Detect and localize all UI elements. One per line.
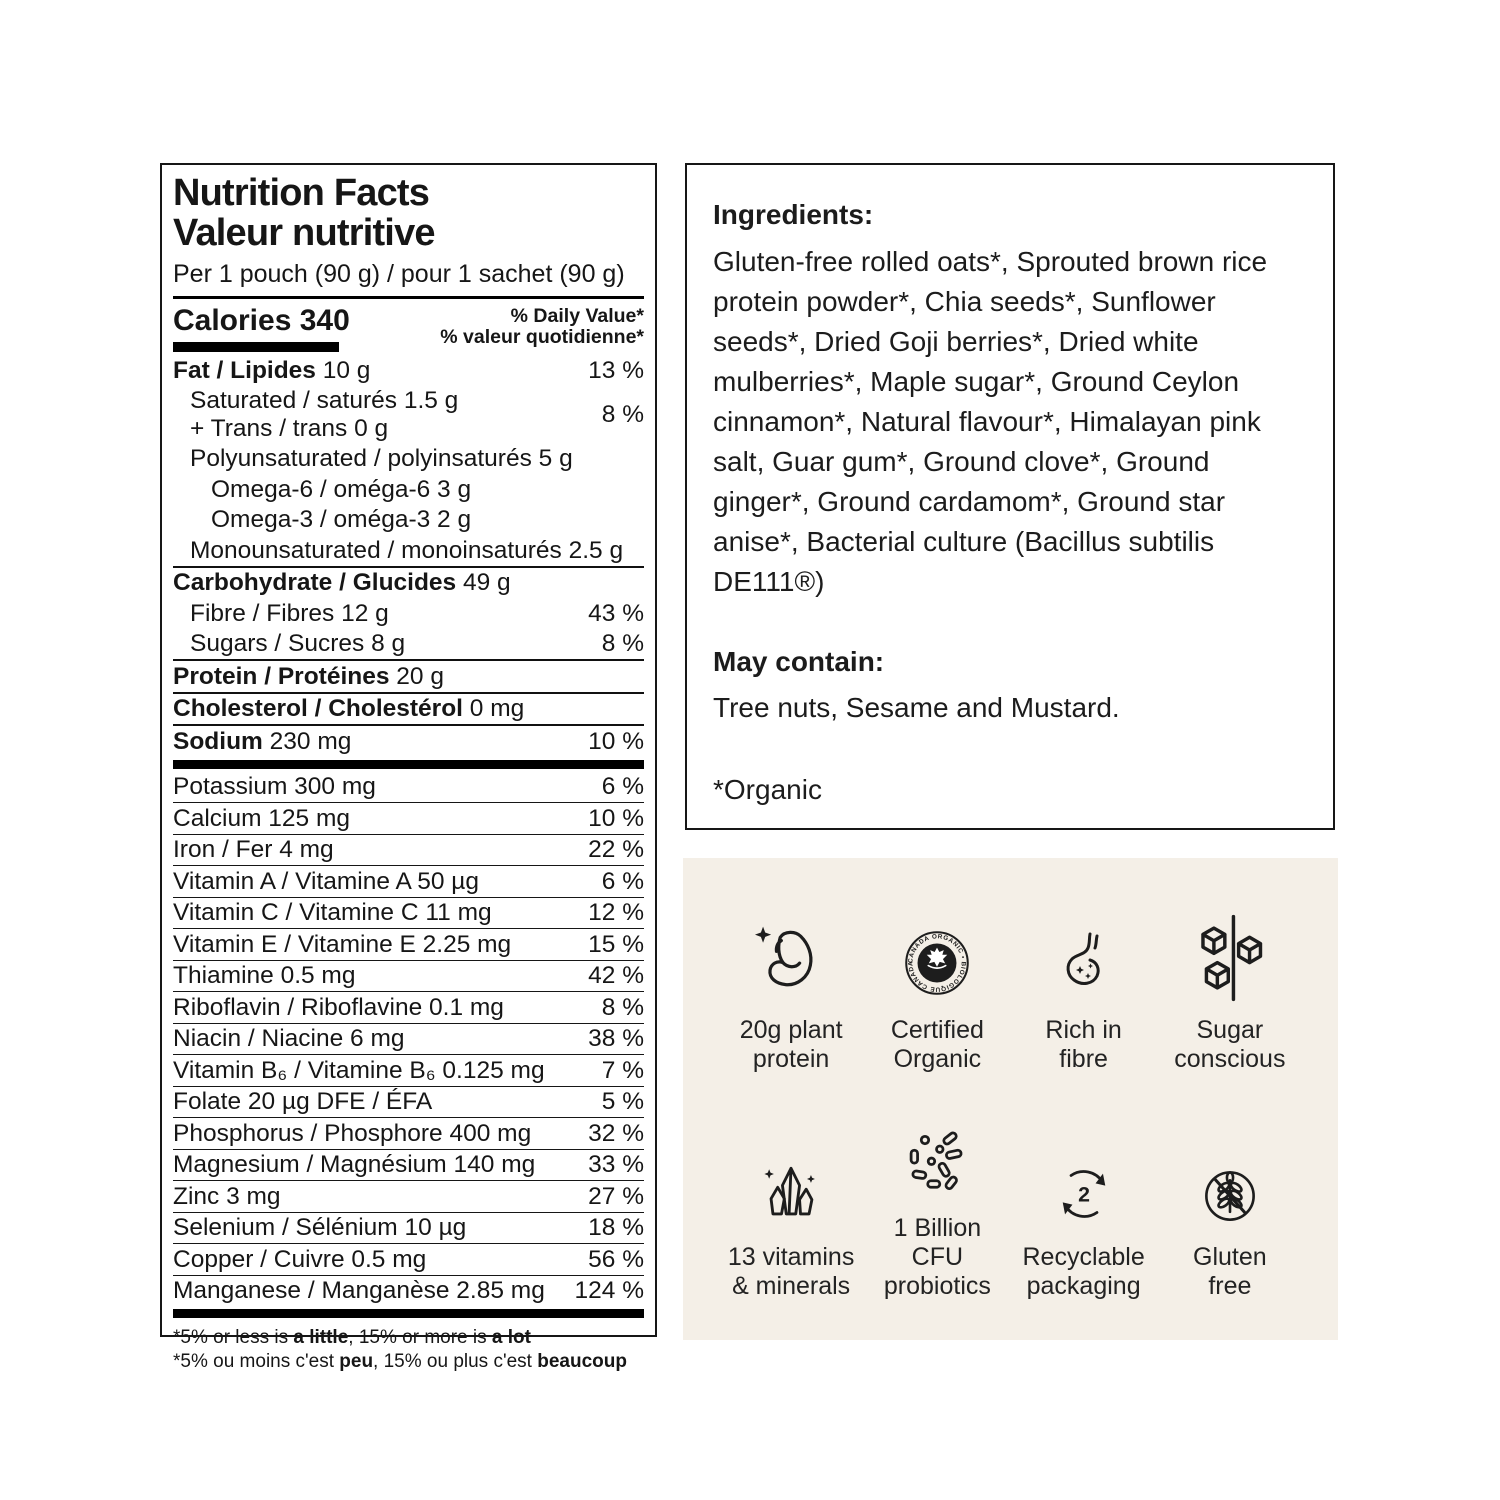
nutrition-row: Phosphorus / Phosphore 400 mg 32 % bbox=[173, 1117, 644, 1149]
nutrition-row: Fibre / Fibres 12 g 43 % bbox=[190, 599, 644, 627]
badge-plant-protein bbox=[721, 904, 861, 1074]
may-contain-list: Tree nuts, Sesame and Mustard. bbox=[713, 692, 1120, 723]
nutrition-row: Sugars / Sucres 8 g 8 % bbox=[190, 630, 644, 657]
nutrition-row: Vitamin E / Vitamine E 2.25 mg 15 % bbox=[173, 928, 644, 960]
nutrition-row: Folate 20 µg DFE / ÉFA 5 % bbox=[173, 1086, 644, 1118]
nutrition-row: Riboflavin / Riboflavine 0.1 mg 8 % bbox=[173, 991, 644, 1023]
badge-label: 13 vitamins & minerals bbox=[727, 1243, 855, 1300]
ingredients-panel bbox=[685, 163, 1335, 830]
nutrition-row: Monounsaturated / monoinsaturés 2.5 g bbox=[190, 536, 624, 564]
nutrition-row: Sodium 230 mg 10 % bbox=[173, 724, 644, 757]
nutrition-row: Potassium 300 mg 6 % bbox=[173, 773, 644, 800]
stomach-icon bbox=[1044, 904, 1124, 1004]
nutrition-row: Zinc 3 mg 27 % bbox=[173, 1180, 644, 1212]
nutrition-row: Vitamin B₆ / Vitamine B₆ 0.125 mg 7 % bbox=[173, 1054, 644, 1086]
nutrition-row: Omega-6 / oméga-6 3 g bbox=[211, 475, 472, 503]
arm-flex-icon bbox=[748, 904, 834, 1004]
nutrition-title bbox=[173, 173, 644, 253]
nutrition-row: Niacin / Niacine 6 mg 38 % bbox=[173, 1023, 644, 1055]
nutrition-row: Protein / Protéines 20 g bbox=[173, 659, 644, 692]
badges-panel bbox=[683, 858, 1338, 1340]
badge-recyclable bbox=[1014, 1124, 1154, 1301]
badge-certified-organic bbox=[867, 904, 1007, 1074]
badge-label: 20g plant protein bbox=[739, 1016, 843, 1073]
badge-label: 1 Billion CFU probiotics bbox=[883, 1214, 991, 1300]
ingredients-list: Gluten-free rolled oats*, Sprouted brown rice protein powder*, Chia seeds*, Sunflower seeds*, Dried Goji berries*, Dried white mulberries*, Maple sugar*, Ground Ceylon cinnamon*, Natural flavour*, Himalayan pink salt, Guar gum*, Ground clove*, Ground ginger*, Ground cardamom*, Ground star anise*, Bacterial culture (Bacillus subtilis DE111®) bbox=[713, 246, 1268, 597]
footnote-en: *5% or less is a little, 15% or more is a lot bbox=[173, 1327, 531, 1348]
badge-probiotics bbox=[867, 1124, 1007, 1301]
svg-text:CANADA ORGANIC • BIOLOGIQUE CA: CANADA ORGANIC • BIOLOGIQUE CANADA bbox=[907, 933, 968, 993]
badge-label: Gluten free bbox=[1193, 1243, 1267, 1300]
ingredients-heading: Ingredients: bbox=[713, 199, 874, 230]
recycle-icon bbox=[1047, 1153, 1121, 1231]
nutrition-row: Carbohydrate / Glucides 49 g bbox=[173, 566, 644, 599]
certified-organic-seal-icon bbox=[896, 904, 978, 1004]
nutrition-row: Vitamin C / Vitamine C 11 mg 12 % bbox=[173, 897, 644, 929]
calories-row bbox=[173, 299, 644, 355]
badge-sugar-conscious bbox=[1160, 904, 1300, 1074]
divider-bar bbox=[173, 760, 644, 769]
nutrition-row: Copper / Cuivre 0.5 mg 56 % bbox=[173, 1243, 644, 1275]
nutrition-row: Selenium / Sélénium 10 µg 18 % bbox=[173, 1212, 644, 1244]
daily-value-header: % Daily Value* % valeur quotidienne* bbox=[440, 305, 644, 348]
badge-label: Recyclable packaging bbox=[1022, 1243, 1145, 1300]
nutrition-row: Calcium 125 mg 10 % bbox=[173, 802, 644, 834]
organic-footnote: *Organic bbox=[713, 774, 822, 805]
badge-label: Certified Organic bbox=[890, 1016, 984, 1073]
badge-label: Rich in fibre bbox=[1045, 1016, 1122, 1073]
nutrition-row: Cholesterol / Cholestérol 0 mg bbox=[173, 692, 644, 725]
nutrition-row: Thiamine 0.5 mg 42 % bbox=[173, 960, 644, 992]
nutrition-title-fr: Valeur nutritive bbox=[173, 212, 435, 254]
nutrition-row: Iron / Fer 4 mg 22 % bbox=[173, 834, 644, 866]
sugar-cubes-icon bbox=[1184, 904, 1276, 1004]
badge-vitamins-minerals bbox=[721, 1124, 861, 1301]
serving-size: Per 1 pouch (90 g) / pour 1 sachet (90 g) bbox=[173, 260, 625, 288]
footnote-fr: *5% ou moins c'est peu, 15% ou plus c'est beaucoup bbox=[173, 1350, 627, 1372]
probiotics-icon bbox=[900, 1124, 974, 1202]
badge-label: Sugar conscious bbox=[1174, 1016, 1286, 1073]
nutrition-row: Manganese / Manganèse 2.85 mg 124 % bbox=[173, 1275, 644, 1307]
nutrition-row: Vitamin A / Vitamine A 50 µg 6 % bbox=[173, 865, 644, 897]
crystals-icon bbox=[753, 1153, 829, 1231]
nutrition-rows bbox=[173, 355, 644, 1318]
nutrition-facts-panel bbox=[160, 163, 657, 1372]
badge-rich-in-fibre bbox=[1014, 904, 1154, 1074]
nutrition-row: Fat / Lipides 10 g 13 % bbox=[173, 356, 644, 384]
calories-value: Calories 340 bbox=[173, 305, 350, 352]
nutrition-row: Omega-3 / oméga-3 2 g bbox=[211, 506, 472, 533]
calories-underline-bar bbox=[173, 342, 339, 352]
nutrition-row: Saturated / saturés 1.5 g + Trans / trans 0 g 8 % bbox=[190, 387, 644, 442]
nutrition-row: Magnesium / Magnésium 140 mg 33 % bbox=[173, 1149, 644, 1181]
badge-gluten-free bbox=[1160, 1124, 1300, 1301]
may-contain-heading: May contain: bbox=[713, 646, 885, 677]
nutrition-title-en: Nutrition Facts bbox=[173, 172, 430, 214]
nutrition-row: Polyunsaturated / polyinsaturés 5 g bbox=[190, 445, 573, 472]
gluten-free-icon bbox=[1195, 1153, 1265, 1231]
svg-text:2: 2 bbox=[1077, 1182, 1090, 1207]
divider-bar bbox=[173, 1309, 644, 1318]
